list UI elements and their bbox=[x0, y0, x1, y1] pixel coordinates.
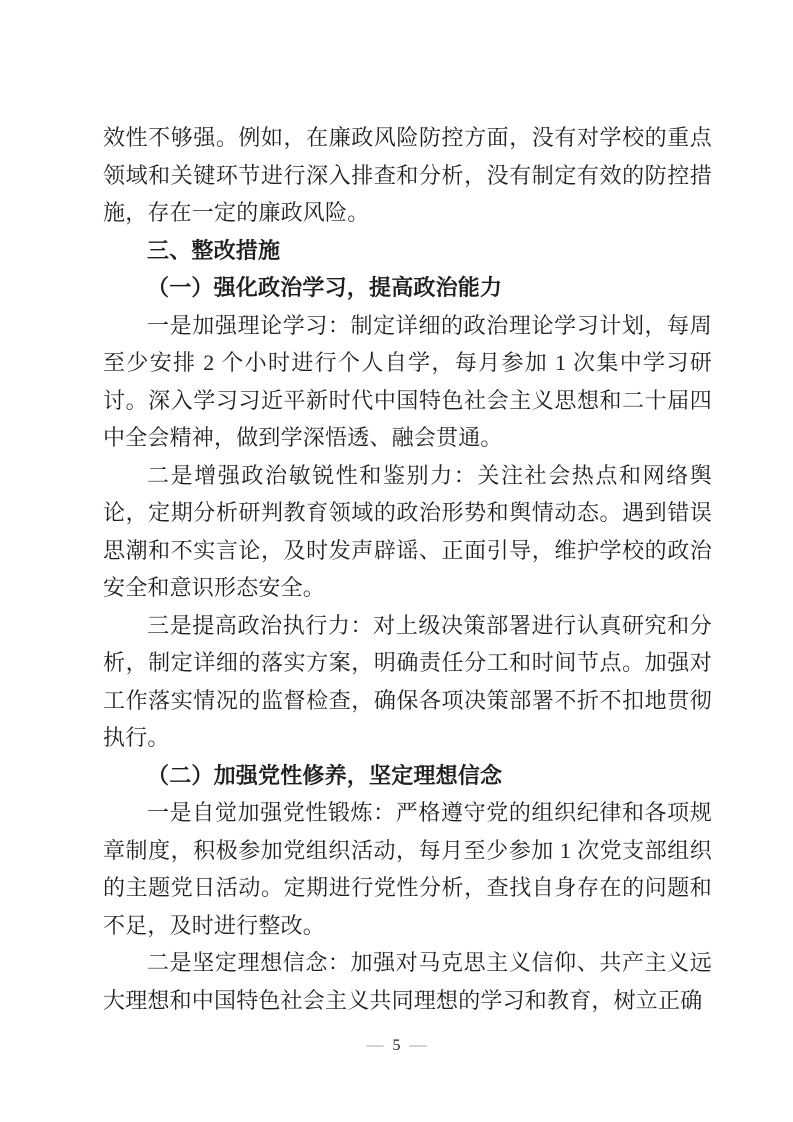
paragraph: 二是坚定理想信念：加强对马克思主义信仰、共产主义远大理想和中国特色社会主义共同理想的学习和教育，树立正确 bbox=[103, 950, 712, 1013]
footer-dash-right: — bbox=[409, 1035, 427, 1054]
paragraph: 二是增强政治敏锐性和鉴别力：关注社会热点和网络舆论，定期分析研判教育领域的政治形势和舆情动态。遇到错误思潮和不实言论，及时发声辟谣、正面引导，维护学校的政治安全和意识形态安全。 bbox=[103, 462, 712, 600]
paragraph: 一是加强理论学习：制定详细的政治理论学习计划，每周至少安排 2 个小时进行个人自学，每月参加 1 次集中学习研讨。深入学习习近平新时代中国特色社会主义思想和二十届四中全会精神，做到学深悟透、融会贯通。 bbox=[103, 312, 712, 450]
paragraph: 效性不够强。例如，在廉政风险防控方面，没有对学校的重点领域和关键环节进行深入排查和分析，没有制定有效的防控措施，存在一定的廉政风险。 bbox=[103, 125, 712, 225]
page-number: 5 bbox=[392, 1037, 401, 1054]
footer-dash-left: — bbox=[366, 1035, 384, 1054]
document-body bbox=[103, 119, 712, 1019]
section-heading: （二）加强党性修养，坚定理想信念 bbox=[147, 762, 503, 788]
paragraph: 一是自觉加强党性锻炼：严格遵守党的组织纪律和各项规章制度，积极参加党组织活动，每月至少参加 1 次党支部组织的主题党日活动。定期进行党性分析，查找自身存在的问题和不足，及时进行整改。 bbox=[103, 800, 712, 938]
paragraph: 三是提高政治执行力：对上级决策部署进行认真研究和分析，制定详细的落实方案，明确责任分工和时间节点。加强对工作落实情况的监督检查，确保各项决策部署不折不扣地贯彻执行。 bbox=[103, 612, 712, 750]
page-footer bbox=[0, 1034, 793, 1057]
section-heading: 三、整改措施 bbox=[147, 237, 281, 263]
section-heading: （一）强化政治学习，提高政治能力 bbox=[147, 275, 503, 300]
